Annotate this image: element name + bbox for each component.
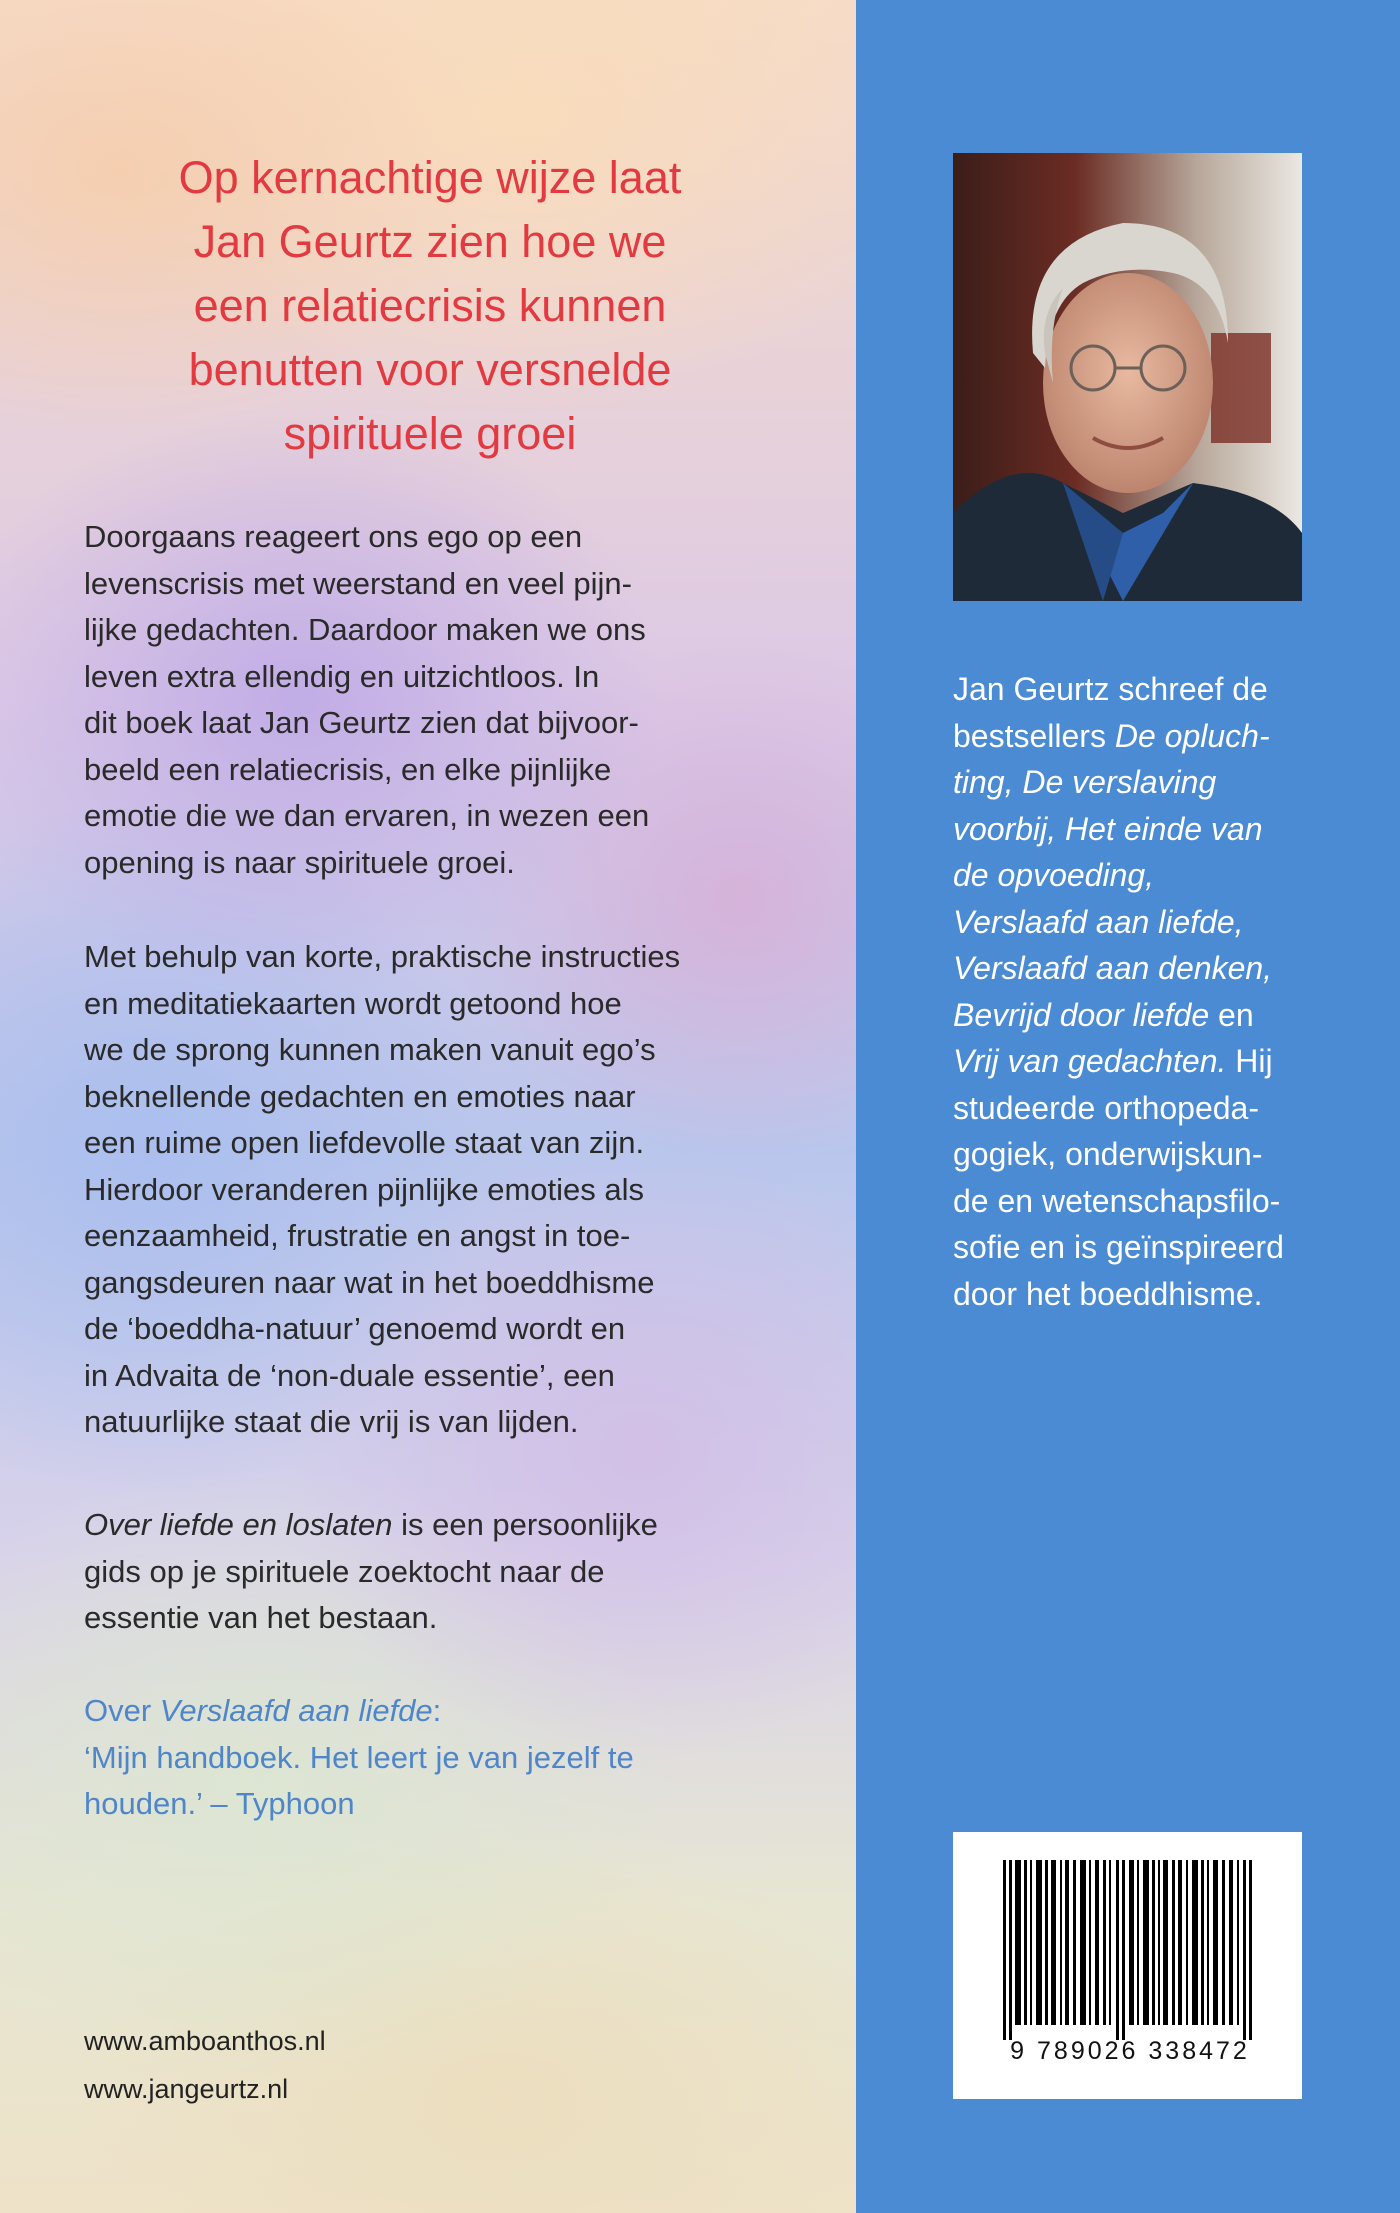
text-line: en meditatiekaarten wordt getoond hoe xyxy=(84,985,622,1021)
text-line: Jan Geurtz schreef de xyxy=(953,671,1268,707)
text-line: leven extra ellendig en uitzichtloos. In xyxy=(84,658,600,694)
text-line: gangsdeuren naar wat in het boeddhisme xyxy=(84,1264,655,1300)
author-url: www.jangeurtz.nl xyxy=(84,2074,289,2104)
headline xyxy=(80,146,780,466)
barcode-bars xyxy=(1003,1860,1253,2040)
text-line: opening is naar spirituele groei. xyxy=(84,844,515,880)
text-line: natuurlijke staat die vrij is van lijden. xyxy=(84,1404,579,1439)
text-line: en xyxy=(1209,996,1254,1033)
text-line: een ruime open liefdevolle staat van zijn. xyxy=(84,1125,645,1160)
text-line: Met behulp van korte, praktische instructies xyxy=(84,939,681,974)
publisher-url: www.amboanthos.nl xyxy=(84,2026,326,2056)
text-line: houden.’ – Typhoon xyxy=(84,1786,355,1821)
headline-line: Op kernachtige wijze laat xyxy=(178,152,682,203)
review-quote xyxy=(84,1688,804,1828)
text-line: levenscrisis met weerstand en veel pijn- xyxy=(84,565,632,601)
text-line: eenzaamheid, frustratie en angst in toe- xyxy=(84,1218,631,1253)
book-title: Vrij van gedachten. xyxy=(953,1043,1227,1079)
headline-line: Jan Geurtz zien hoe we xyxy=(193,216,667,267)
book-title: Over liefde en loslaten xyxy=(84,1507,393,1542)
text-line: dit boek laat Jan Geurtz zien dat bijvoor- xyxy=(84,705,639,740)
text-line: beknellende gedachten en emoties naar xyxy=(84,1078,636,1114)
book-title: Verslaafd aan liefde, xyxy=(953,903,1244,940)
text-line: Over xyxy=(84,1693,160,1728)
text-line: gogiek, onderwijskun- xyxy=(953,1136,1263,1172)
text-line: sofie en is geïnspireerd xyxy=(953,1229,1284,1265)
book-title: voorbij, Het einde van xyxy=(953,810,1263,847)
text-line: Doorgaans reageert ons ego op een xyxy=(84,519,583,554)
blurb-paragraph-1 xyxy=(84,514,794,886)
book-title: Bevrijd door liefde xyxy=(953,996,1210,1033)
text-line: beeld een relatiecrisis, en elke pijnlijke xyxy=(84,751,612,787)
text-line: in Advaita de ‘non-duale essentie’, een xyxy=(84,1357,615,1393)
text-line: de en wetenschapsfilo- xyxy=(953,1182,1281,1219)
headline-line: een relatiecrisis kunnen xyxy=(193,280,667,331)
text-line: lijke gedachten. Daardoor maken we ons xyxy=(84,612,646,647)
book-title: Verslaafd aan denken, xyxy=(953,950,1273,986)
website-links xyxy=(84,2017,326,2113)
text-line: de ‘boeddha-natuur’ genoemd wordt en xyxy=(84,1311,626,1346)
text-line: : xyxy=(432,1693,442,1728)
author-portrait-illustration xyxy=(953,153,1302,601)
headline-line: spirituele groei xyxy=(283,408,577,459)
book-title: Verslaafd aan liefde xyxy=(159,1693,433,1728)
text-line: door het boeddhisme. xyxy=(953,1275,1263,1312)
text-line: is een persoonlijke xyxy=(392,1507,658,1542)
text-line: Hierdoor veranderen pijnlijke emoties als xyxy=(84,1171,644,1207)
text-line: emotie die we dan ervaren, in wezen een xyxy=(84,798,650,833)
text-line: Hij xyxy=(1226,1043,1273,1079)
text-line: we de sprong kunnen maken vanuit ego’s xyxy=(84,1032,656,1067)
text-line: ‘Mijn handboek. Het leert je van jezelf te xyxy=(84,1739,634,1775)
blurb-paragraph-3 xyxy=(84,1502,794,1642)
author-bio xyxy=(953,666,1343,1317)
book-title: De opluch- xyxy=(1114,717,1270,754)
text-line: studeerde orthopeda- xyxy=(953,1089,1259,1126)
isbn-barcode xyxy=(953,1832,1302,2099)
book-title: de opvoeding, xyxy=(953,857,1155,893)
blurb-paragraph-2 xyxy=(84,934,794,1446)
text-line: essentie van het bestaan. xyxy=(84,1600,438,1635)
text-line: gids op je spirituele zoektocht naar de xyxy=(84,1553,605,1589)
headline-line: benutten voor versnelde xyxy=(188,344,672,395)
author-photo xyxy=(953,153,1302,601)
book-title: ting, De verslaving xyxy=(953,764,1217,800)
text-line: bestsellers xyxy=(953,717,1115,754)
isbn-number: 9 789026 338472 xyxy=(1010,2037,1250,2065)
